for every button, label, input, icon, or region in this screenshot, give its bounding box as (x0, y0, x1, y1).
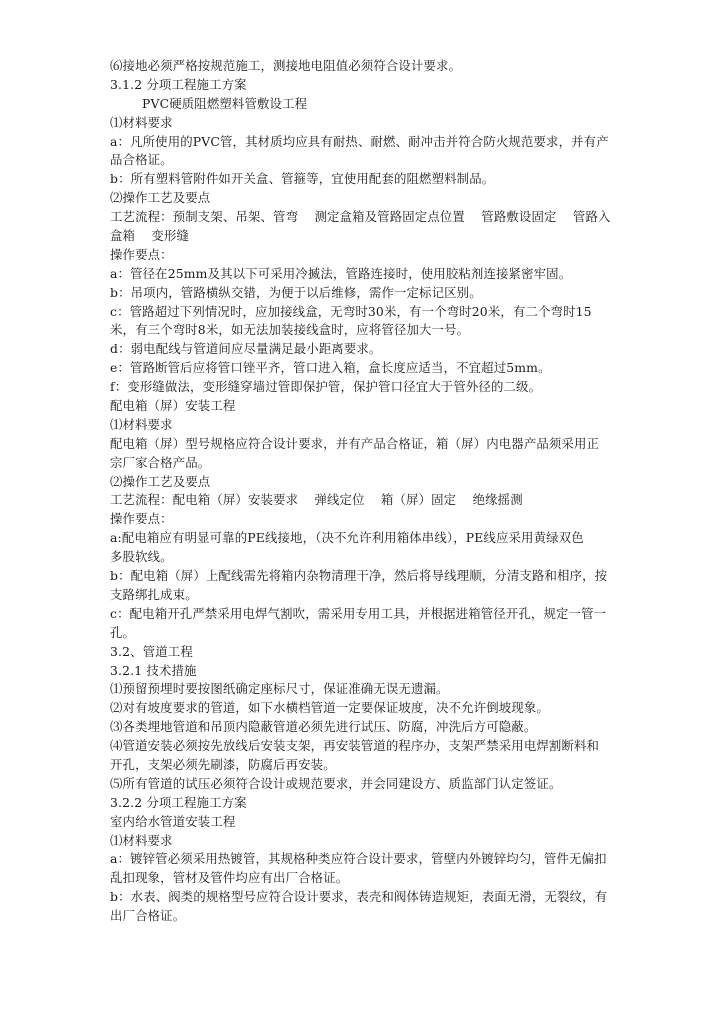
text-line: ⑹接地必须严格按规范施工，测接地电阻值必须符合设计要求。 (110, 58, 462, 73)
text-line: 出厂合格证。 (110, 908, 186, 924)
text-line: 品合格证。 (110, 152, 173, 168)
text-line: a：管径在25mm及其以下可采用冷揻法，管路连接时，使用胶粘剂连接紧密牢固。 (110, 265, 572, 281)
subsection-title: 室内给水管道安装工程 (110, 813, 236, 829)
text-line: 孔。 (110, 624, 136, 640)
text-line: 乱扣现象，管材及管件均应有出厂合格证。 (110, 870, 349, 886)
text-line: ⑶各类埋地管道和吊顶内隐蔽管道必须先进行试压、防腐，冲洗后方可隐蔽。 (110, 719, 537, 735)
text-line: 宗厂家合格产品。 (110, 454, 211, 470)
text-line: ⑴材料要求 (110, 832, 173, 848)
section-heading: 3.1.2 分项工程施工方案 (110, 76, 247, 92)
text-line: 盒箱 变形缝 (110, 228, 190, 244)
text-line: ⑴材料要求 (110, 114, 173, 130)
text-line: b：水表、阀类的规格型号应符合设计要求，表壳和阀体铸造规矩，表面无滑，无裂纹，有 (110, 889, 608, 905)
text-line: 工艺流程：预制支架、吊架、管弯 测定盒箱及管路固定点位置 管路敷设固定 管路入 (110, 209, 611, 225)
text-line: ⑴预留预埋时要按图纸确定座标尺寸，保证准确无误无遗漏。 (110, 681, 449, 697)
text-line: a:配电箱应有明显可靠的PE线接地，（决不允许利用箱体串线），PE线应采用黄绿双色 (110, 530, 584, 546)
text-line: a：凡所使用的PVC管，其材质均应具有耐热、耐燃、耐冲击并符合防火规范要求，并有产 (110, 133, 609, 149)
text-line: 配电箱（屏）型号规格应符合设计要求，并有产品合格证，箱（屏）内电器产品须采用正 (110, 435, 600, 451)
text-line: ⑴材料要求 (110, 416, 173, 432)
subsection-title: PVC硬质阻燃塑料管敷设工程 (142, 95, 308, 111)
text-line: b：所有塑料管附件如开关盒、管箍等，宜使用配套的阻燃塑料制品。 (110, 171, 495, 187)
subsection-title: 配电箱（屏）安装工程 (110, 398, 236, 414)
text-line: 米，有三个弯时8米，如无法加装接线盒时，应将管径加大一号。 (110, 322, 470, 338)
text-line: d：弱电配线与管道间应尽量满足最小距离要求。 (110, 341, 382, 357)
text-line: b：吊项内，管路横纵交错，为便于以后维修，需作一定标记区别。 (110, 284, 482, 300)
text-line: ⑵操作工艺及要点 (110, 473, 211, 489)
text-line: c：配电箱开孔严禁采用电焊气割吹，需采用专用工具，并根据进箱管径开孔，规定一管一 (110, 605, 607, 621)
text-line: ⑵对有坡度要求的管道，如下水横档管道一定要保证坡度，决不允许倒坡现象。 (110, 700, 549, 716)
text-line: 操作要点： (110, 246, 173, 262)
text-line: 开孔，支架必须先刷漆，防腐后再安装。 (110, 756, 336, 772)
text-line: 操作要点： (110, 511, 173, 527)
section-heading: 3.2.1 技术措施 (110, 662, 197, 678)
text-line: ⑵操作工艺及要点 (110, 190, 211, 206)
section-heading: 3.2.2 分项工程施工方案 (110, 794, 247, 810)
text-line: 支路绑扎成束。 (110, 586, 198, 602)
document-body (110, 57, 618, 926)
text-line: ⑷管道安装必须按先放线后安装支架，再安装管道的程序办，支架严禁采用电焊割断料和 (110, 738, 600, 754)
text-line: 多股软线。 (110, 549, 173, 565)
text-line: b：配电箱（屏）上配线需先将箱内杂物清理干净，然后将导线理顺，分清支路和相序，按 (110, 568, 608, 584)
text-line: a：镀锌管必须采用热镀管，其规格种类应符合设计要求，管壁内外镀锌均匀，管件无偏扣 (110, 851, 607, 867)
text-line: e：管路断管后应将管口锉平齐，管口进入箱，盒长度应适当，不宜超过5mm。 (110, 360, 551, 376)
text-line: c：管路超过下列情况时，应加接线盒，无弯时30米，有一个弯时20米，有二个弯时15 (110, 303, 592, 319)
text-line: ⑸所有管道的试压必须符合设计或规范要求，并会同建设方、质监部门认定签证。 (110, 775, 562, 791)
text-line: 工艺流程：配电箱（屏）安装要求 弹线定位 箱（屏）固定 绝缘摇测 (110, 492, 523, 508)
section-heading: 3.2、管道工程 (110, 643, 193, 659)
text-line: f：变形缝做法，变形缝穿墙过管即保护管，保护管口径宜大于管外径的二级。 (110, 379, 542, 395)
